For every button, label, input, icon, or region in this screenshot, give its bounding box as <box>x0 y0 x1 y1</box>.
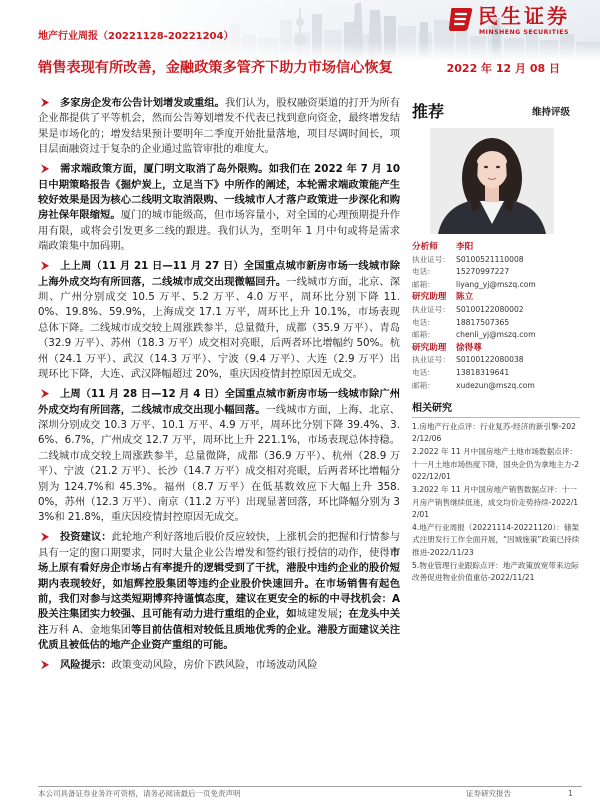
body-paragraph <box>38 259 400 382</box>
email-address: liyang_yj@mszq.com <box>456 279 536 289</box>
bold-text-segment: 投资建议： <box>60 531 112 544</box>
footer-doc-type: 证券研究报告 <box>466 789 511 798</box>
text-segment: 此轮地产利好落地后股价反应较快，上涨机会的把握和行情参与具有一定的窗口期要求，同时大量企业公告增发和签约银行授信的动作，使得 <box>38 531 400 559</box>
email-row <box>412 329 580 342</box>
analyst-role-row <box>412 342 580 355</box>
related-research-item: 2.2022 年 11 月中国房地产土地市场数据点评：十一月土地市场热度下降，国央企仍为拿地主力-2022/12/01 <box>412 447 580 482</box>
related-research <box>412 402 580 585</box>
phone-row <box>412 317 580 330</box>
analyst-name: 徐得尊 <box>456 342 482 353</box>
cert-label: 执业证号： <box>412 304 450 314</box>
email-row <box>412 380 580 393</box>
email-label: 邮箱： <box>412 330 435 340</box>
body-paragraph <box>38 658 400 673</box>
body-paragraph <box>38 530 400 653</box>
arrowhead-bullet-icon <box>41 389 49 398</box>
paragraph-text <box>38 163 400 252</box>
rating-note: 维持评级 <box>531 107 570 118</box>
related-research-title: 相关研究 <box>412 402 580 418</box>
email-label: 邮箱： <box>412 380 435 390</box>
body-paragraph <box>38 162 400 254</box>
text-segment: 政策变动风险，房价下跌风险，市场波动风险 <box>111 659 318 672</box>
report-title: 销售表现有所改善，金融政策多管齐下助力市场信心恢复 <box>38 60 393 76</box>
related-research-item: 3.2022 年 11 月中国房地产销售数据点评：十一月房产销售继续低迷，成交均价走势持续-2022/12/01 <box>412 485 579 520</box>
cert-label: 执业证号： <box>412 254 450 264</box>
related-research-list <box>412 421 580 585</box>
cert-number: S0100521110008 <box>456 254 524 264</box>
arrowhead-bullet-icon <box>41 660 49 669</box>
logo-name-cn: 民生证券 <box>478 4 570 28</box>
text-segment: 一线城市方面，北京、深圳、广州分别成交 10.5 万平、5.2 万平、4.0 万平，周环比分别下降 11.0%、19.8%、59.9%，上海成交 17.1 万平，周环比上升 10.1%，市场表现总体下降。二线城市成交较上周涨跌参半，总量微升，成都（35.9 万平）、青岛（32.9 万平）、苏州（18.3 万平）成交相对亮眼，后两者环比增幅约 50%。杭州（24.1 万平）、武汉（14.3 万平）、宁波（9.4 万平）、大连（2.9 万平）出现环比下降，大连、武汉降幅超过 20%，重庆因疫情封控原因无成交。 <box>38 275 400 381</box>
paragraph-text <box>38 260 400 380</box>
bold-text-segment: ；在龙头中关注 <box>38 608 400 636</box>
bold-text-segment: 上周（11 月 28 日—12 月 4 日）全国重点城市新房市场一线城市除广州外成交均有所回落，二线城市成交出现小幅回落。 <box>38 388 400 416</box>
phone-number: 13818319641 <box>456 367 510 377</box>
bold-text-segment: 等目前估值相对较低且质地优秀的企业。港股方面建议关注优质且被低估的地产企业资产重组的可能。 <box>38 623 400 652</box>
related-research-item: 5.物业管理行业跟踪点评：地产政策放宽带来边际改善促进物业价值重估-2022/11/21 <box>412 560 579 583</box>
bold-text-segment: 上上周（11 月 21 日—11 月 27 日）全国重点城市新房市场一线城市除上海外成交均有所回落，二线城市成交出现微幅回升。 <box>38 260 400 288</box>
bold-text-segment: 风险提示： <box>60 659 112 672</box>
bold-text-segment: 需求端政策方面，厦门明文取消了岛外限购。如我们在 2022 年 7 月 10 日中期策略报告《掘炉炭上，立足当下》中所作的阐述，本轮需求端政策能产生较好效果是因为核心二线明文取消限购、一线城市人才落户政策进一步深化和购房社保年限缩短。 <box>38 163 400 222</box>
arrowhead-bullet-icon <box>41 164 49 173</box>
text-segment: 厦门的城市能级高，但市场容量小，对全国的心理预期提升作用有限，或将会引发更多二线的跟进。我们认为，至明年 1 月中旬或将是需求端政策集中加码期。 <box>38 209 400 253</box>
footer-divider <box>38 786 582 787</box>
logo-name-en: MINSHENG SECURITIES <box>479 29 569 36</box>
related-research-item: 4.地产行业周报（20221114-20221120）：储架式注册发行工作全面开展，“因城施策”政策已持续推进-2022/11/23 <box>412 523 580 557</box>
email-address: xudezun@mszq.com <box>456 380 535 390</box>
cert-number: S0100122080038 <box>456 355 524 365</box>
sidebar <box>410 100 582 590</box>
cert-row <box>412 354 580 367</box>
phone-number: 18817507365 <box>456 317 510 327</box>
analyst-role-row <box>412 291 580 304</box>
analyst-role: 研究助理 <box>412 292 447 303</box>
related-research-item: 1.房地产行业点评：行业复苏-经济的新引擎-2022/12/06 <box>412 422 576 444</box>
text-segment: 一线城市方面，上海、北京、深圳分别成交 10.3 万平、10.1 万平、4.9 万平，周环比分别下降 39.4%、3.6%、6.7%，广州成交 12.7 万平，周环比上升 221.1%，市场表现总体持稳。二线城市成交较上周涨跌参半，总量微降，成都（36.9 万平）、杭州（28.9 万平）、宁波（21.2 万平）、长沙（14.7 万平）成交相对亮眼，后两者环比增幅分别为 124.7%和 45.3%。福州（8.7 万平）在低基数效应下大幅上升 358.0%，苏州（12.3 万平）、南京（11.2 万平）出现显著回落，环比降幅分别为 33%和 21.8%，重庆因疫情封控原因无成交。 <box>38 403 400 524</box>
analyst-name: 李阳 <box>456 242 474 252</box>
bold-text-segment: 市场上原有看好房企市场占有率提升的逻辑受到了干扰，港股中违约企业的股价短期内表现较好，如旭辉控股集团等违约企业股价快速回升。在市场销售有起色前，我们对参与这类短期博弈持谨慎态度，建议在更安全的标的中寻找机会：A 股关注集团实力较强、且可能有动力进行重组的企业，如 <box>38 546 400 621</box>
rating: 推荐 <box>412 102 445 121</box>
email-address: chenli_yj@mszq.com <box>456 330 536 340</box>
cert-row <box>412 254 580 267</box>
cert-number: S0100122080002 <box>456 304 524 314</box>
phone-label: 电话： <box>412 317 435 327</box>
email-row <box>412 279 580 292</box>
analyst-role-row <box>412 241 580 254</box>
text-segment: 万科 A、金地集团 <box>48 623 132 636</box>
cert-label: 执业证号： <box>412 355 450 365</box>
analyst-name: 陈立 <box>456 292 474 303</box>
email-label: 邮箱： <box>412 279 435 289</box>
bold-text-segment: 多家房企发布公告计划增发或重组。 <box>60 97 225 109</box>
phone-row <box>412 266 580 279</box>
minsheng-logo-icon <box>448 6 474 32</box>
analyst-role: 分析师 <box>412 242 438 252</box>
arrowhead-bullet-icon <box>41 261 49 270</box>
minsheng-logo <box>448 4 588 40</box>
paragraph-text <box>38 531 400 651</box>
paragraph-text <box>38 388 400 523</box>
analyst-role: 研究助理 <box>412 342 447 353</box>
text-segment: 我们认为，股权融资渠道的打开为所有企业都提供了平等机会，然而公告筹划增发不代表已找到意向资金，最终增发结果是市场化的；增发结果预计要明年二季度开始批量落地，项目尽调时间长，项目层面融资过于复杂的企业通过监管审批的难度大。 <box>38 97 400 156</box>
paragraph-text <box>38 97 400 155</box>
analyst-list <box>412 241 580 392</box>
phone-label: 电话： <box>412 367 435 377</box>
report-body <box>38 96 400 696</box>
phone-number: 15270997227 <box>456 267 510 277</box>
text-segment: 城建发展 <box>296 608 338 621</box>
phone-row <box>412 367 580 380</box>
paragraph-text <box>60 659 317 671</box>
body-paragraph <box>38 387 400 526</box>
report-date: 2022 年 12 月 08 日 <box>446 62 560 75</box>
phone-label: 电话： <box>412 267 435 277</box>
arrowhead-bullet-icon <box>41 98 49 107</box>
report-type: 地产行业周报（20221128-20221204） <box>38 31 234 42</box>
arrowhead-bullet-icon <box>41 532 49 541</box>
analyst-photo <box>430 128 554 234</box>
cert-row <box>412 304 580 317</box>
footer-disclaimer: 本公司具备证券业务许可资格，请务必阅读最后一页免责声明 <box>38 789 241 798</box>
page-number: 1 <box>568 789 573 798</box>
body-paragraph <box>38 96 400 158</box>
